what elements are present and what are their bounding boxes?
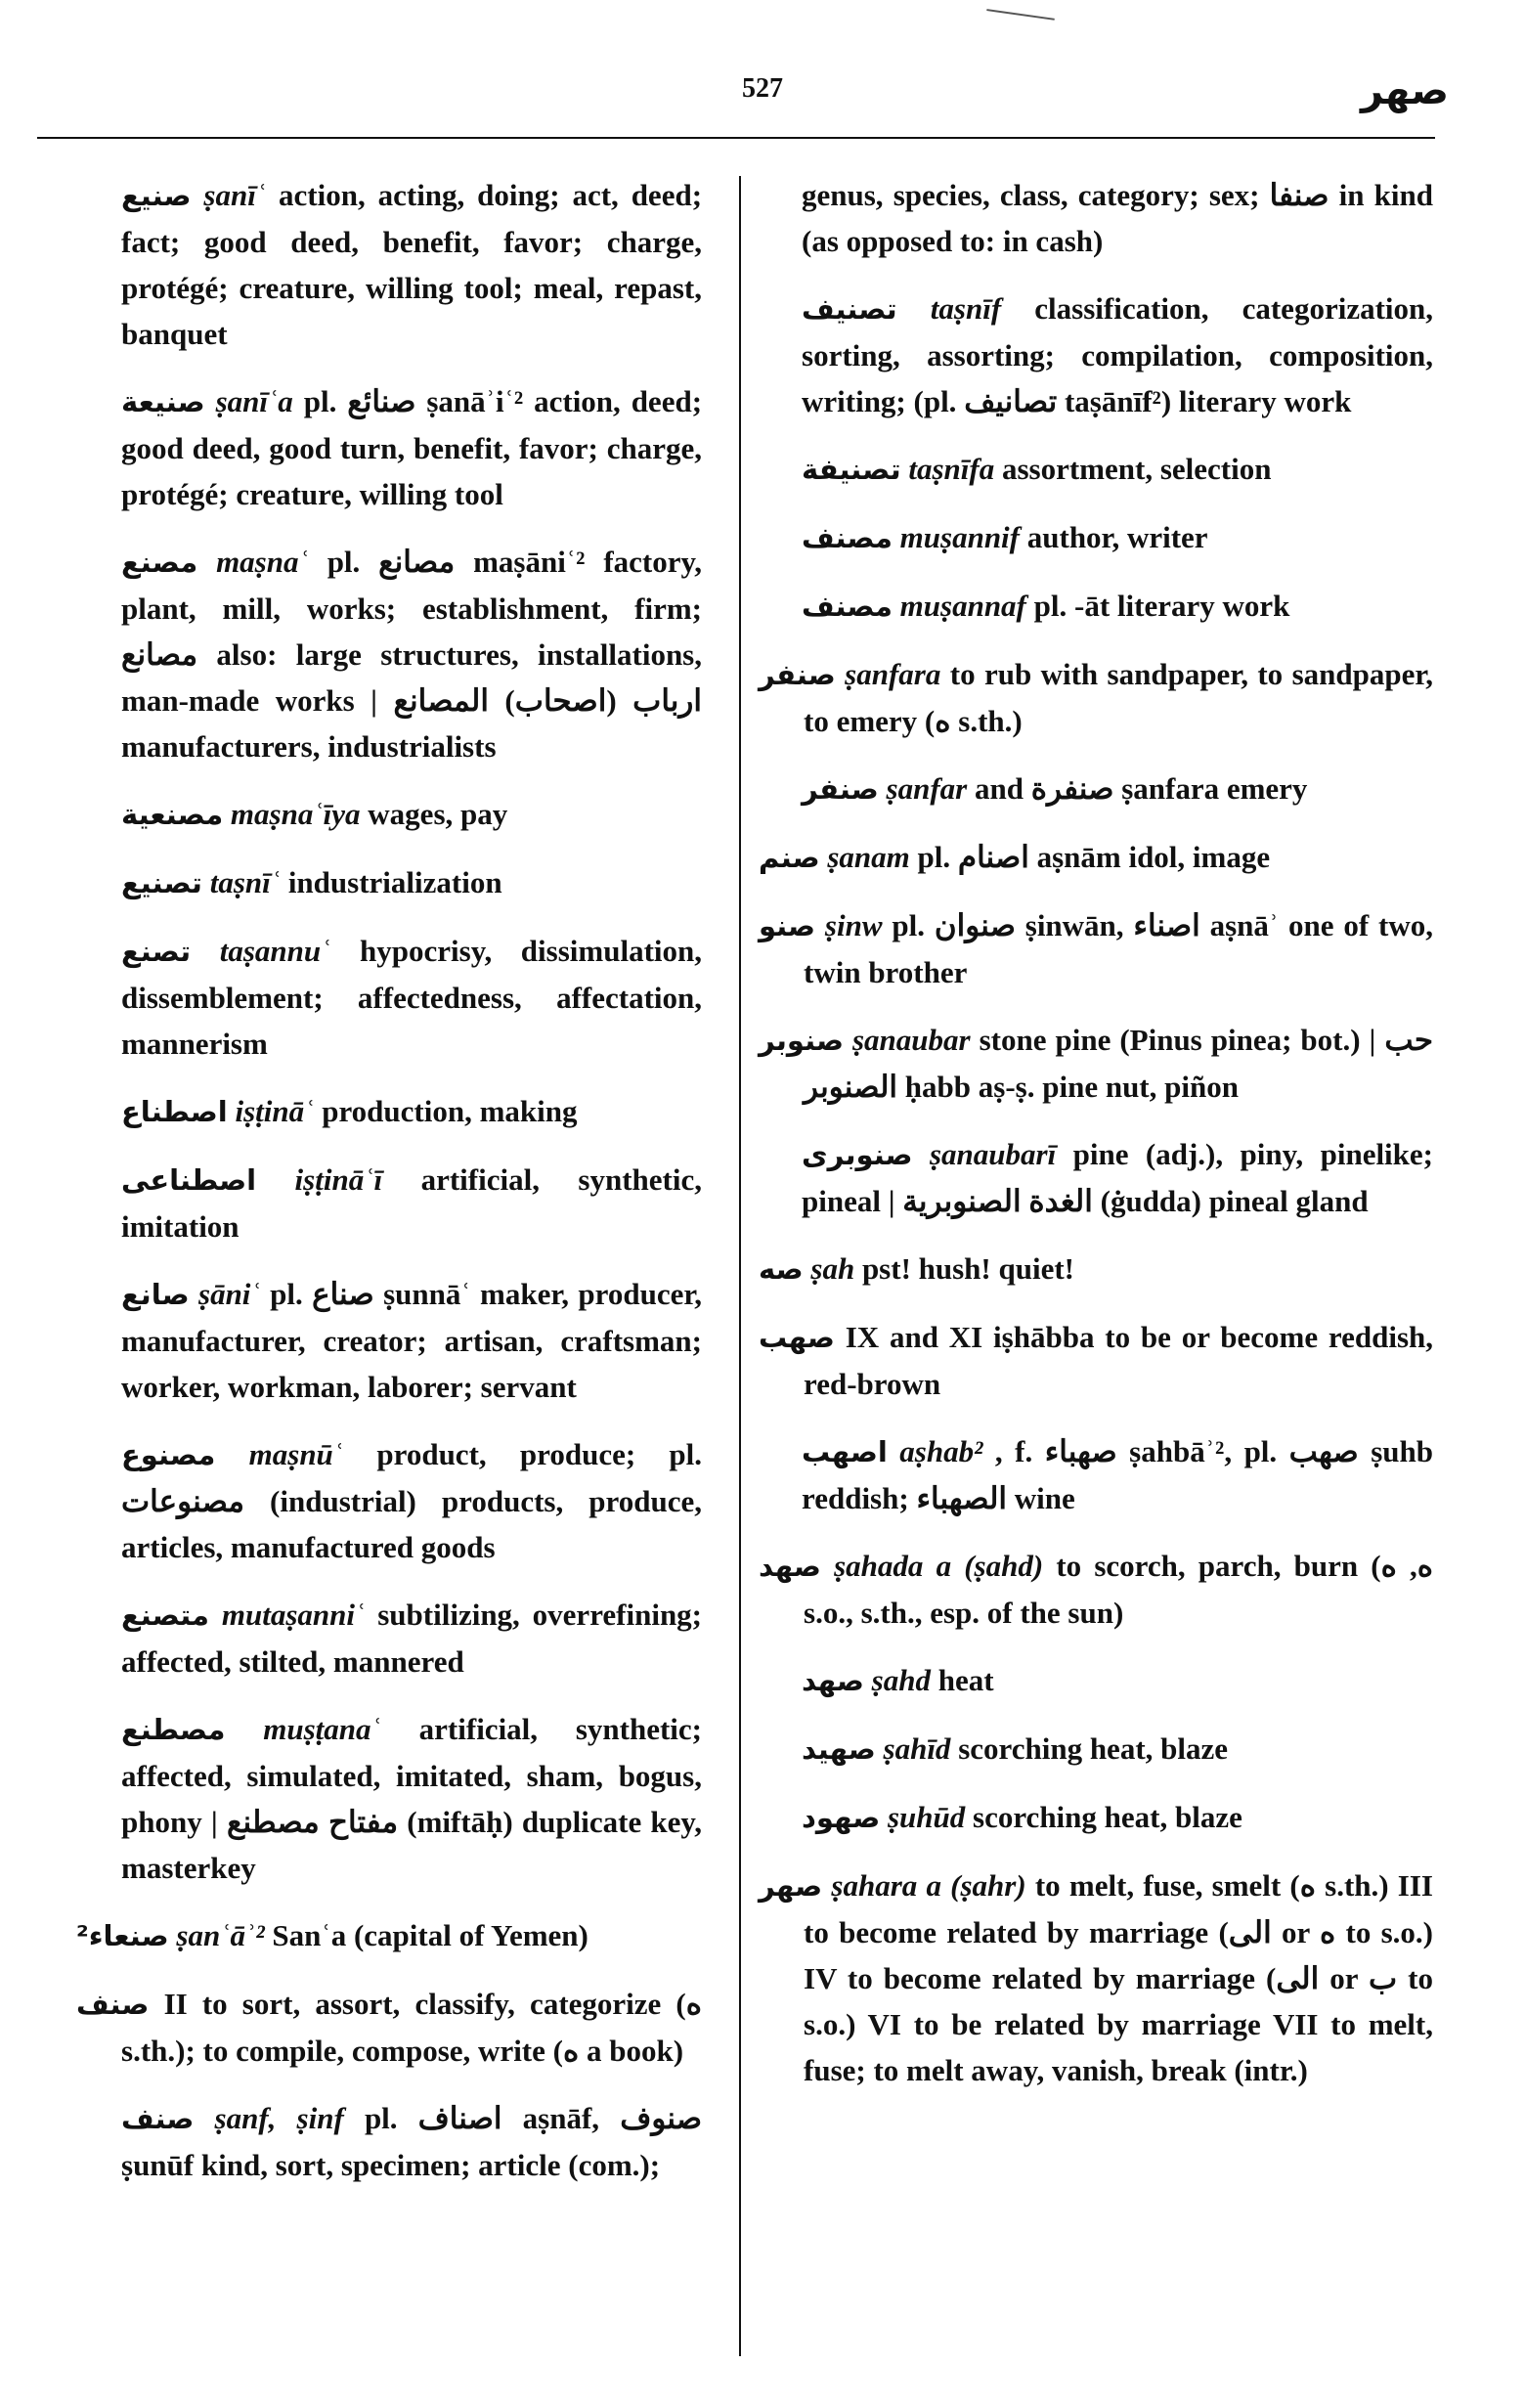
transliteration: ṣahīd [883,1731,951,1766]
definition-text: product, produce; pl. مصنوعات (industrial) products, produce, articles, manufactured goods [121,1437,703,1564]
definition-text: pst! hush! quiet! [861,1251,1074,1286]
definition-text: pl. مصانع maṣāniʿ² factory, plant, mill, works; establishment, firm; مصانع also: large structures, installations, man-made works | ارباب (اصحاب) المصانع manufacturers, industrialists [121,545,703,764]
definition-text: , f. صهباء ṣahbāʾ², pl. صهب ṣuhb reddish; الصهباء wine [802,1434,1433,1515]
page-number: 527 [742,73,783,104]
transliteration: taṣannuʿ [219,934,331,968]
arabic-term: اصطناعى [121,1163,257,1197]
arabic-term: صنم [759,841,820,874]
arabic-term: صنوبرى [802,1138,913,1171]
arabic-term: صانع [121,1278,190,1311]
dictionary-entry [759,902,1433,995]
definition-text: genus, species, class, category; sex; صنفا in kind (as opposed to: in cash) [802,178,1433,258]
dictionary-entry [121,378,702,517]
dictionary-entry [121,928,702,1067]
definition-text: to melt, fuse, smelt (ه s.th.) III to become related by marriage (الى or ه to s.o.) IV to become related by marriage (الى or ب to s.o.) VI to be related by marriage VII to melt, fuse; to melt away, vanish, break (intr.) [804,1868,1434,2087]
definition-text: action, acting, doing; act, deed; fact; good deed, benefit, favor; charge, protégé; creature, willing tool; meal, repast, banquet [121,178,703,351]
arabic-term: متصنع [121,1598,210,1632]
dictionary-entry [76,1912,702,1959]
arabic-term: صنف [121,2102,195,2135]
arabic-term: تصنيفة [802,453,901,486]
dictionary-entry [759,1314,1433,1407]
definition-text: scorching heat, blaze [958,1731,1229,1766]
definition-text: pine (adj.), piny, pinelike; pineal | الغدة الصنوبرية (ġudda) pineal gland [802,1137,1433,1218]
transliteration: ṣanīʿa [215,384,293,418]
right-column [759,172,1433,2115]
arabic-term: اصهب [802,1435,888,1468]
transliteration: ṣanf, ṣinf [214,2101,344,2135]
arabic-term: صنفر [802,772,879,806]
arabic-term: صنيع [121,179,192,212]
dictionary-entry [802,1428,1433,1521]
definition-text: artificial, synthetic; affected, simulated, imitated, sham, bogus, phony | مفتاح مصطنع (miftāḥ) duplicate key, masterkey [121,1712,702,1885]
arabic-term: اصطناع [121,1095,228,1128]
transliteration: muṣannif [899,520,1020,554]
dictionary-entry [802,1657,1433,1704]
arabic-term: صهود [802,1801,881,1834]
definition-text: production, making [322,1094,578,1128]
arabic-term: مصنف [802,521,893,554]
arabic-term: تصنع [121,935,192,968]
dictionary-entry [121,1157,702,1249]
transliteration: ṣanaubarī [929,1137,1057,1171]
transliteration: taṣnīʿ [209,865,282,899]
stray-mark [986,0,1057,21]
arabic-term: مصنع [121,546,198,579]
arabic-term: مصنوع [121,1438,216,1471]
left-column [76,172,702,2210]
arabic-term: تصنيع [121,866,202,899]
transliteration: ṣanfar [886,771,968,806]
arabic-term: صنو [759,909,816,942]
arabic-term: صهر [759,1869,823,1903]
transliteration: iṣṭināʿī [294,1162,383,1197]
dictionary-entry [802,1726,1433,1773]
definition-text: pl. اصناف aṣnāf, صنوف ṣunūf kind, sort, specimen; article (com.); [121,2101,703,2182]
dictionary-entry [759,651,1433,744]
arabic-term: صه [759,1252,804,1286]
transliteration: muṣṭanaʿ [263,1712,381,1746]
dictionary-entry [121,172,702,357]
arabic-term: صنوبر [759,1024,844,1057]
definition-text: pl. صناع ṣunnāʿ maker, producer, manufacturer, creator; artisan, craftsman; worker, workman, laborer; servant [121,1277,703,1404]
dictionary-entry [802,172,1433,264]
transliteration: maṣnaʿ [216,545,309,579]
dictionary-entry [759,1246,1433,1292]
dictionary-entry [802,514,1433,561]
definition-text: assortment, selection [1001,452,1272,486]
definition-text: to rub with sandpaper, to sandpaper, to emery (ه s.th.) [804,657,1434,738]
transliteration: maṣnaʿīya [230,797,361,831]
transliteration: ṣanam [827,840,910,874]
definition-text: heat [937,1663,994,1697]
definition-text: industrialization [287,865,502,899]
dictionary-entry [802,285,1433,424]
transliteration: ṣāniʿ [198,1277,261,1311]
dictionary-entry [121,791,702,838]
dictionary-entry [802,446,1433,493]
transliteration: ṣinw [824,908,883,942]
arabic-term: صنيعة [121,385,205,418]
definition-text: hypocrisy, dissimulation, dissemblement; affectedness, affectation, mannerism [121,934,703,1061]
definition-text: to scorch, parch, burn (ه, ه s.o., s.th., esp. of the sun) [804,1549,1434,1630]
transliteration: ṣuhūd [887,1800,966,1834]
arabic-term: تصنيف [802,292,897,326]
dictionary-entry [802,766,1433,812]
dictionary-entry [759,1017,1433,1110]
transliteration: iṣṭināʿ [235,1094,315,1128]
transliteration: muṣannaf [899,589,1026,623]
definition-text: stone pine (Pinus pinea; bot.) | حب الصنوبر ḥabb aṣ-ṣ. pine nut, piñon [804,1023,1433,1104]
transliteration: aṣhab² [899,1434,983,1468]
dictionary-entry [121,1088,702,1135]
definition-text: wages, pay [368,797,508,831]
transliteration: mutaṣanniʿ [221,1598,366,1632]
dictionary-entry [121,1706,702,1891]
arabic-term: صهد [802,1664,864,1697]
transliteration: ṣanaubar [851,1023,971,1057]
transliteration: ṣahd [871,1663,931,1697]
arabic-term: صهد [759,1550,821,1583]
dictionary-entry [759,1862,1433,2093]
dictionary-entry [76,1981,702,2074]
dictionary-entry [802,1131,1433,1224]
column-divider [739,176,741,2356]
dictionary-entry [802,583,1433,630]
transliteration: ṣanfara [845,657,941,691]
arabic-term: صنعاء² [76,1919,169,1952]
arabic-term: صنفر [759,658,836,691]
definition-text: pl. صنوان ṣinwān, اصناء aṣnāʾ one of two, twin brother [804,908,1434,989]
dictionary-entry [759,1543,1433,1636]
dictionary-entry [759,834,1433,881]
dictionary-entry [121,1592,702,1685]
header-rule [37,137,1435,139]
definition-text: subtilizing, overrefining; affected, stilted, mannered [121,1598,703,1679]
transliteration: ṣanīʿ [203,178,267,212]
dictionary-entry [121,539,702,769]
arabic-term: صهيد [802,1732,876,1766]
transliteration: taṣnīfa [908,452,995,486]
transliteration: ṣah [810,1251,855,1286]
dictionary-entry [802,1794,1433,1841]
definition-text: artificial, synthetic, imitation [121,1162,702,1244]
arabic-term: مصنعية [121,798,224,831]
definition-text: classification, categorization, sorting, assorting; compilation, composition, writing; (pl. تصانيف taṣānīf²) literary work [802,291,1434,418]
transliteration: ṣahada a (ṣahd) [834,1549,1044,1583]
arabic-term: صهب [759,1321,835,1354]
arabic-term: مصطنع [121,1713,226,1746]
transliteration: ṣahara a (ṣahr) [831,1868,1026,1903]
transliteration: maṣnūʿ [248,1437,344,1471]
dictionary-entry [121,1271,702,1410]
dictionary-entry [121,859,702,906]
definition-text: pl. اصنام aṣnām idol, image [917,840,1271,874]
definition-text: author, writer [1026,520,1208,554]
arabic-term: صنف [76,1988,150,2021]
definition-text: pl. صنائع ṣanāʾiʿ² action, deed; good deed, good turn, benefit, favor; charge, protégé; creature, willing tool [121,384,703,511]
arabic-term: مصنف [802,590,893,623]
definition-text: and صنفرة ṣanfara emery [974,771,1308,806]
definition-text: Sanʿa (capital of Yemen) [272,1918,588,1952]
definition-text: II to sort, assort, classify, categorize (ه s.th.); to compile, compose, write (ه a book) [121,1987,703,2068]
transliteration: taṣnīf [930,291,1002,326]
transliteration: ṣanʿāʾ² [176,1918,265,1952]
definition-text: IX and XI iṣhābba to be or become reddish, red-brown [804,1320,1433,1401]
dictionary-entry [121,2095,702,2188]
running-headword: صهر [1361,68,1449,113]
dictionary-entry [121,1431,702,1570]
definition-text: pl. -āt literary work [1033,589,1290,623]
definition-text: scorching heat, blaze [973,1800,1242,1834]
